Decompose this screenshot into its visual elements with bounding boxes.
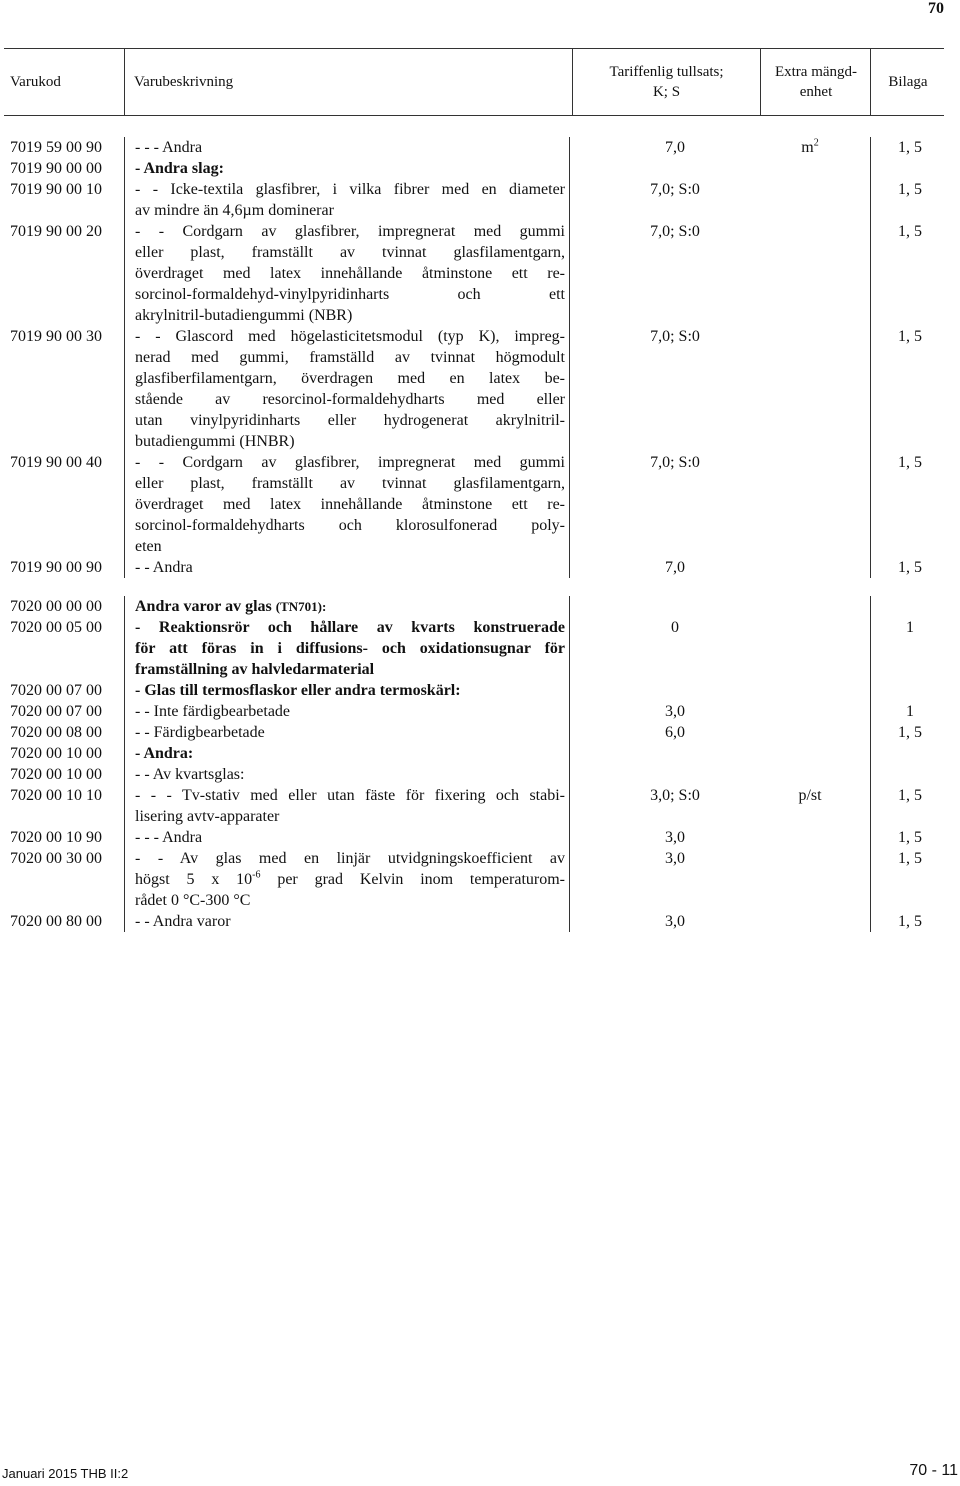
bilaga-ref: 1, 5 <box>898 454 922 471</box>
column-rule <box>569 137 570 578</box>
description-line: - - Cordgarn av glasfibrer, impregnerat med gummi <box>135 223 565 240</box>
description-line: akrylnitril-butadiengummi (NBR) <box>135 307 353 324</box>
description-line: sorcinol-formaldehyd-vinylpyridinharts och ett <box>135 286 565 303</box>
description-line: nerad med gummi, framställd av tvinnat högmodult <box>135 349 565 366</box>
duty-rate: 7,0; S:0 <box>650 328 700 345</box>
column-rule <box>124 137 125 578</box>
tariff-code: 7019 90 00 10 <box>10 181 102 198</box>
table-row <box>0 557 960 578</box>
table-header <box>4 48 944 116</box>
tariff-code: 7019 90 00 90 <box>10 559 102 576</box>
description <box>135 743 565 764</box>
description-line: - Glas till termosflaskor eller andra termoskärl: <box>135 682 461 699</box>
description-line: - - Av kvartsglas: <box>135 766 245 783</box>
duty-rate: 7,0 <box>665 559 685 576</box>
tariff-code: 7020 00 30 00 <box>10 850 102 867</box>
tariff-code: 7019 90 00 40 <box>10 454 102 471</box>
table-row <box>0 764 960 785</box>
description <box>135 680 565 701</box>
unit-superscript: 2 <box>813 137 819 149</box>
description <box>135 722 565 743</box>
bilaga-ref: 1 <box>906 619 914 636</box>
tariff-code: 7020 00 00 00 <box>10 598 102 615</box>
description <box>135 848 565 911</box>
table-row <box>0 137 960 158</box>
duty-rate: 3,0 <box>665 829 685 846</box>
table-row <box>0 221 960 326</box>
description-line: butadiengummi (HNBR) <box>135 433 295 450</box>
superscript-exponent: -6 <box>252 869 261 881</box>
bilaga-ref: 1 <box>906 703 914 720</box>
header-separator <box>124 49 125 115</box>
description <box>135 158 565 179</box>
bilaga-ref: 1, 5 <box>898 328 922 345</box>
column-rule <box>124 596 125 932</box>
duty-rate: 7,0 <box>665 139 685 156</box>
description-line: - - - Tv-stativ med eller utan fäste för fixering och stabi- <box>135 787 565 804</box>
duty-rate: 3,0 <box>665 913 685 930</box>
description <box>135 326 565 452</box>
column-rule <box>870 137 871 578</box>
table-row <box>0 158 960 179</box>
bilaga-ref: 1, 5 <box>898 787 922 804</box>
description-line: - - - Andra <box>135 829 203 846</box>
table-row <box>0 911 960 932</box>
description-line: framställning av halvledarmaterial <box>135 661 375 678</box>
description <box>135 557 565 578</box>
description <box>135 617 565 680</box>
description-line: - Reaktionsrör och hållare av kvarts konstruerade <box>135 619 565 636</box>
description <box>135 221 565 326</box>
description-line: - - Andra <box>135 559 193 576</box>
header-extra-line2: enhet <box>799 84 833 100</box>
bilaga-ref: 1, 5 <box>898 559 922 576</box>
bilaga-ref: 1, 5 <box>898 139 922 156</box>
description-line: - - Inte färdigbearbetade <box>135 703 291 720</box>
table-section-7020 <box>0 596 960 932</box>
description-line: Andra varor av glas (TN701): <box>135 598 327 615</box>
tariff-code: 7020 00 05 00 <box>10 619 102 636</box>
bilaga-ref: 1, 5 <box>898 850 922 867</box>
header-varukod: Varukod <box>10 74 61 90</box>
duty-rate: 0 <box>671 619 679 636</box>
duty-rate: 7,0; S:0 <box>650 454 700 471</box>
duty-rate: 3,0 <box>665 850 685 867</box>
description-line: - - - Andra <box>135 139 203 156</box>
table-row <box>0 452 960 557</box>
bilaga-ref: 1, 5 <box>898 829 922 846</box>
description-line: utan vinylpyridinharts eller hydrogenerat akrylnitril- <box>135 412 565 429</box>
table-section-7019 <box>0 137 960 578</box>
tariff-code: 7020 00 10 90 <box>10 829 102 846</box>
description <box>135 179 565 221</box>
bilaga-ref: 1, 5 <box>898 223 922 240</box>
description-line: rådet 0 °C-300 °C <box>135 892 251 909</box>
duty-rate: 7,0; S:0 <box>650 223 700 240</box>
extra-unit: $m^2$ <box>801 137 819 156</box>
header-varubeskrivning: Varubeskrivning <box>134 74 234 90</box>
table-row <box>0 827 960 848</box>
description-text: per grad Kelvin inom temperaturom- <box>260 871 565 888</box>
table-row <box>0 680 960 701</box>
tariff-code: 7019 90 00 30 <box>10 328 102 345</box>
description-line: lisering avtv-apparater <box>135 808 280 825</box>
tariff-code: 7020 00 07 00 <box>10 682 102 699</box>
description-line: av mindre än 4,6µm dominerar <box>135 202 334 219</box>
header-extra-line1: Extra mängd- <box>774 64 858 80</box>
description-line: stående av resorcinol-formaldehydharts med eller <box>135 391 565 408</box>
header-bilaga: Bilaga <box>888 74 928 90</box>
bilaga-ref: 1, 5 <box>898 181 922 198</box>
table-row <box>0 326 960 452</box>
tariff-note-ref: (TN701): <box>275 599 327 614</box>
footer-edition: Januari 2015 THB II:2 <box>2 1466 129 1481</box>
description-line: - Andra: <box>135 745 194 762</box>
description <box>135 764 565 785</box>
description <box>135 452 565 557</box>
tariff-code: 7019 59 00 90 <box>10 139 102 156</box>
column-rule <box>569 596 570 932</box>
description-line <box>135 869 565 890</box>
description-line: - - Cordgarn av glasfibrer, impregnerat med gummi <box>135 454 565 471</box>
description-text: högst 5 x 10 <box>135 871 253 888</box>
description-line: eller plast, framställt av tvinnat glasfilamentgarn, <box>135 475 565 492</box>
description-line: - - Glascord med högelasticitetsmodul (typ K), impreg- <box>135 328 565 345</box>
description-line: sorcinol-formaldehydharts och klorosulfonerad poly- <box>135 517 565 534</box>
description <box>135 596 565 617</box>
description-line: eller plast, framställt av tvinnat glasfilamentgarn, <box>135 244 565 261</box>
table-row <box>0 617 960 680</box>
tariff-code: 7020 00 80 00 <box>10 913 102 930</box>
description-line: - - Av glas med en linjär utvidgningskoefficient av <box>135 850 565 867</box>
header-tullsats-line1: Tariffenlig tullsats; <box>609 64 724 80</box>
description-line: överdraget med latex innehållande åtminstone ett re- <box>135 496 565 513</box>
header-extra-mangdenhet <box>762 49 870 115</box>
header-separator <box>572 49 573 115</box>
tariff-code: 7020 00 10 00 <box>10 766 102 783</box>
page-number: 70 <box>928 0 944 17</box>
bilaga-ref: 1, 5 <box>898 913 922 930</box>
table-row <box>0 179 960 221</box>
description-line: - Andra slag: <box>135 160 224 177</box>
tariff-code: 7019 90 00 00 <box>10 160 102 177</box>
description-line: - - Färdigbearbetade <box>135 724 265 741</box>
table-row <box>0 701 960 722</box>
description-line: överdraget med latex innehållande åtminstone ett re- <box>135 265 565 282</box>
extra-unit: p/st <box>798 787 822 804</box>
table-row <box>0 722 960 743</box>
header-separator <box>760 49 761 115</box>
duty-rate: 7,0; S:0 <box>650 181 700 198</box>
description-line: glasfiberfilamentgarn, överdragen med en latex be- <box>135 370 565 387</box>
tariff-code: 7020 00 10 00 <box>10 745 102 762</box>
tariff-code: 7020 00 10 10 <box>10 787 102 804</box>
duty-rate: 3,0 <box>665 703 685 720</box>
footer-page-ref: 70 - 11 <box>909 1462 958 1479</box>
table-row <box>0 743 960 764</box>
column-rule <box>870 596 871 932</box>
description <box>135 911 565 932</box>
duty-rate: 6,0 <box>665 724 685 741</box>
header-tullsats-line2: K; S <box>652 84 681 100</box>
header-tullsats <box>574 49 759 115</box>
description <box>135 701 565 722</box>
description-line: - - Andra varor <box>135 913 231 930</box>
table-row <box>0 785 960 827</box>
description-line: eten <box>135 538 162 555</box>
description <box>135 137 565 158</box>
tariff-code: 7020 00 07 00 <box>10 703 102 720</box>
header-separator <box>870 49 871 115</box>
duty-rate: 3,0; S:0 <box>650 787 700 804</box>
description-line: - - Icke-textila glasfibrer, i vilka fibrer med en diameter <box>135 181 565 198</box>
description <box>135 785 565 827</box>
description-line: för att föras in i diffusions- och oxidationsugnar för <box>135 640 565 657</box>
bilaga-ref: 1, 5 <box>898 724 922 741</box>
table-row <box>0 848 960 911</box>
tariff-code: 7019 90 00 20 <box>10 223 102 240</box>
tariff-code: 7020 00 08 00 <box>10 724 102 741</box>
table-row <box>0 596 960 617</box>
description <box>135 827 565 848</box>
